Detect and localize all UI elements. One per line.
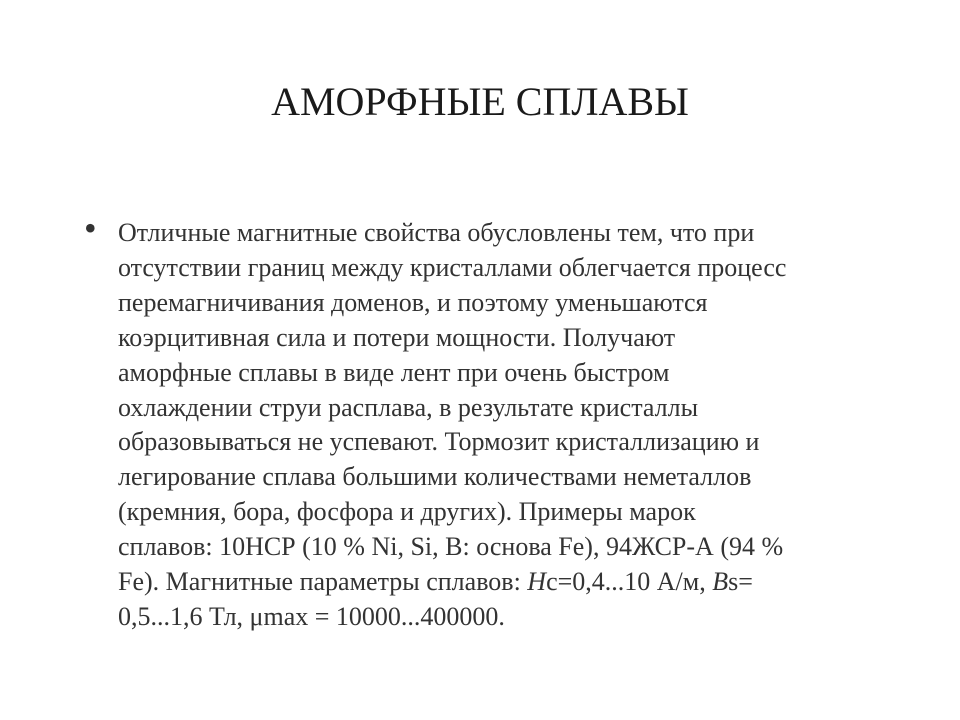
body-line-3: перемагничивания доменов, и поэтому уменьшаются bbox=[118, 287, 708, 317]
body-line-4: коэрцитивная сила и потери мощности. Получают bbox=[118, 322, 676, 352]
bs-value: s= bbox=[728, 567, 753, 597]
slide-title: АМОРФНЫЕ СПЛАВЫ bbox=[271, 79, 689, 124]
bullet-paragraph bbox=[118, 216, 878, 635]
hc-symbol: H bbox=[527, 567, 547, 597]
bullet-list bbox=[84, 208, 884, 635]
body-line-9: (кремния, бора, фосфора и других). Примеры марок bbox=[118, 497, 696, 527]
body-line-11 bbox=[118, 565, 878, 600]
params-intro: Fe). Магнитные параметры сплавов: bbox=[118, 567, 528, 597]
bullet-icon: • bbox=[84, 208, 97, 248]
bs-symbol: B bbox=[712, 567, 729, 597]
bullet-item bbox=[84, 208, 884, 635]
body-line-1: Отличные магнитные свойства обусловлены тем, что при bbox=[118, 218, 755, 247]
body-line-12: 0,5...1,6 Тл, μmax = 10000...400000. bbox=[118, 601, 505, 631]
body-line-8: легирование сплава большими количествами неметаллов bbox=[118, 462, 752, 492]
hc-value: c=0,4...10 А/м, bbox=[546, 567, 713, 597]
body-line-6: охлаждении струи расплава, в результате кристаллы bbox=[118, 392, 699, 422]
body-line-5: аморфные сплавы в виде лент при очень быстром bbox=[118, 357, 670, 387]
body-line-10: сплавов: 10НСР (10 % Ni, Si, B: основа Fe), 94ЖСР-А (94 % bbox=[118, 532, 784, 562]
body-line-7: образовываться не успевают. Тормозит кристаллизацию и bbox=[118, 427, 760, 457]
body-line-2: отсутствии границ между кристаллами облегчается процесс bbox=[118, 252, 787, 282]
